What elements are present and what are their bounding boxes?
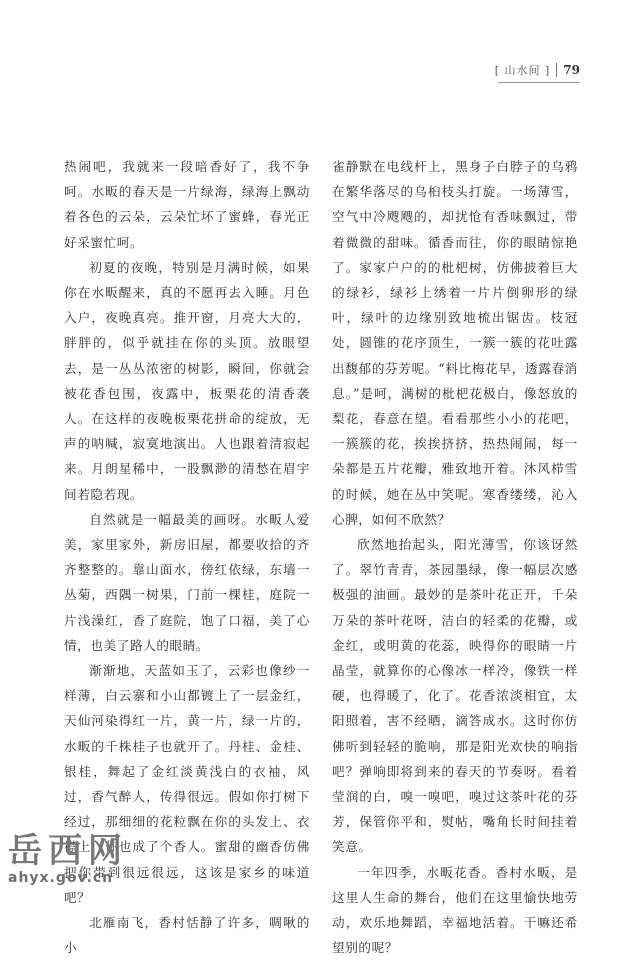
page-number: 79 bbox=[563, 63, 580, 77]
paragraph: 雀静默在电线杆上，黑身子白脖子的乌鸦在繁华落尽的乌桕枝头打旋。一场薄雪，空气中冷飕飕的，却扰怆有香味飘过，带着微微的甜味。循香而往，你的眼睛惊艳了。家家户户的的枇杷树，仿佛披着巨大的绿衫，绿衫上绣着一片片倒卵形的绿叶，绿叶的边缘别致地梳出锯齿。枝冠处，圆锥的花序顶生，一簇一簇的花吐露出馥郁的芬芳呢。“料比梅花早，透露春消息。”是呵，满树的枇杷花极白，像怒放的梨花，春意在望。看看那些小小的花吧，一簇簇的花，挨挨挤挤，热热闹闹，每一朵都是五片花瓣，雅致地开着。沐风栉雪的时候，她在丛中笑呢。寒香缕缕，沁入心脾，如何不欣然？ bbox=[332, 159, 578, 527]
running-header bbox=[495, 62, 580, 78]
paragraph: 初夏的夜晚，特别是月满时候，如果你在水畈醒来，真的不愿再去入睡。月色入户，夜晚真亮。推开窗，月亮大大的，胖胖的，似乎就挂在你的头顶。放眼望去，是一丛丛浓密的树影，瞬间，你就会被花香包围，夜露中，板栗花的清香袭人。在这样的夜晚板栗花拼命的绽放，无声的呐喊，寂寞地演出。人也跟着清寂起来。月朗星稀中，一股飘渺的清愁在眉宇间若隐若现。 bbox=[64, 259, 310, 502]
section-title: [ 山水间 ] bbox=[494, 64, 551, 77]
paragraph: 北雁南飞，香村恬静了许多，啁啾的小 bbox=[64, 915, 310, 956]
paragraph: 热闹吧，我就来一段暗香好了，我不争呵。水畈的春天是一片绿海，绿海上飘动着各色的云朵，云朵忙坏了蜜蜂，春光正好采蜜忙呵。 bbox=[64, 159, 310, 250]
site-watermark bbox=[8, 832, 128, 886]
watermark-logo: 岳西网 bbox=[8, 831, 128, 871]
paragraph: 自然就是一幅最美的画呀。水畈人爱美，家里家外，新房旧屋，都要收拾的齐齐整整的。靠山面水，傍红依绿，东墙一丛菊，西隅一树果，门前一棵桂，庭院一片浅澡红，香了庭院，饱了口福，美了心情，也美了路人的眼睛。 bbox=[64, 511, 310, 653]
watermark-domain: ahyx.gov.cn bbox=[8, 870, 114, 886]
paragraph: 欣然地抬起头，阳光薄雪，你该讶然了。翠竹青青，茶园墨绿，像一幅层次感极强的油画。最妙的是茶叶花正开，千朵万朵的茶叶花呀，洁白的轻柔的花瓣，或金红，或明黄的花蕊，映得你的眼睛一片晶莹，就算你的心像冰一样冷，像铁一样硬，也得暖了，化了。花香浓淡相宜，太阳照着，害不经晒，滴答成水。这时你仿佛听到轻轻的脆响，那是阳光欢快的响指吧？弹响即将到来的春天的节奏呀。看着莹润的白，嗅一嗅吧，嗅过这茶叶花的芬芳，保管你平和，熨帖，嘴角长时间挂着笑意。 bbox=[332, 537, 578, 855]
header-rule bbox=[498, 82, 580, 83]
header-divider bbox=[556, 63, 557, 77]
paragraph: 渐渐地，天蓝如玉了，云彩也像纱一样薄，白云寨和小山都镀上了一层金红，天仙河染得红一片，黄一片，绿一片的，水畈的千株桂子也就开了。丹桂、金桂、银桂，舞起了金红淡黄浅白的衣袖，风过，香气醉人，传得很远。假如你打树下经过，那细细的花粒飘在你的头发上、衣襟上，你也成了个香人。蜜甜的幽香仿佛把你带到很远很远，这该是家乡的味道吧？ bbox=[64, 663, 310, 905]
section-name: 山水间 bbox=[504, 64, 541, 77]
text-column-right bbox=[332, 154, 578, 961]
paragraph: 一年四季，水畈花香。香村水畈，是这里人生命的舞台，他们在这里愉快地劳动，欢乐地舞蹈，幸福地活着。干嘛还希望别的呢？ bbox=[332, 864, 578, 956]
